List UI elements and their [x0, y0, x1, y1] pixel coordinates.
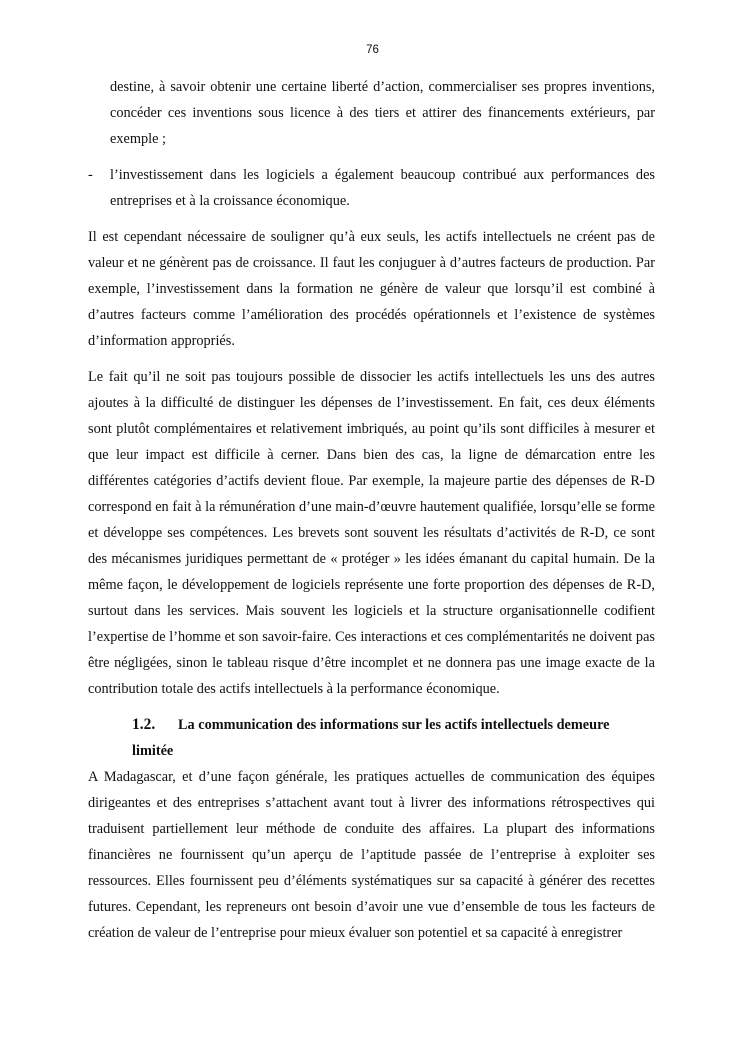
bullet-text: l’investissement dans les logiciels a également beaucoup contribué aux performances des entreprises et à la croissance économique.: [110, 167, 655, 209]
paragraph-1: Il est cependant nécessaire de souligner qu’à eux seuls, les actifs intellectuels ne créent pas de valeur et ne génèrent pas de croissance. Il faut les conjuguer à d’autres facteurs de production. Par exemple, l’investissement dans la formation ne génère de valeur que lorsqu’il est combiné à d’autres facteurs comme l’amélioration des procédés opérationnels et l’existence de systèmes d’information appropriés.: [88, 229, 655, 349]
paragraph-3: A Madagascar, et d’une façon générale, les pratiques actuelles de communication des équipes dirigeantes et des entreprises s’attachent avant tout à livrer des informations rétrospectives qui traduisent partiellement leur méthode de conduite des affaires. La plupart des informations financières ne fournissent qu’un aperçu de l’aptitude passée de l’entreprise à exploiter ses ressources. Elles fournissent peu d’éléments systématiques sur sa capacité à générer des recettes futures. Cependant, les repreneurs ont besoin d’avoir une vue d’ensemble de tous les facteurs de création de valeur de l’entreprise pour mieux évaluer son potentiel et sa capacité à enregistrer: [88, 769, 655, 941]
section-number: 1.2.: [132, 716, 156, 733]
section-title-line2: limitée: [132, 743, 174, 759]
list-item-continuation: destine, à savoir obtenir une certaine liberté d’action, commercialiser ses propres inventions, concéder ces inventions sous licence à des tiers et attirer des financements extérieurs, par exemple ;: [110, 79, 655, 147]
section-title-line1: La communication des informations sur les actifs intellectuels demeure: [178, 717, 610, 733]
section-heading: [88, 712, 655, 738]
document-body: [88, 74, 655, 956]
paragraph-2: Le fait qu’il ne soit pas toujours possible de dissocier les actifs intellectuels les uns des autres ajoutes à la difficulté de distinguer les dépenses de l’investissement. En fait, ces deux éléments sont plutôt complémentaires et relativement imbriqués, au point qu’ils sont difficiles à mesurer et que leur impact est difficile à cerner. Dans bien des cas, la ligne de démarcation entre les différentes catégories d’actifs devient floue. Par exemple, la majeure partie des dépenses de R-D correspond en fait à la rémunération d’une main-d’œuvre hautement qualifiée, lorsqu’elle se forme et développe ses compétences. Les brevets sont souvent les résultats d’activités de R-D, ce sont des mécanismes juridiques permettant de « protéger » les idées émanant du capital humain. De la même façon, le développement de logiciels représente une forte proportion des dépenses de R-D, surtout dans les services. Mais souvent les logiciels et la structure organisationnelle codifient l’expertise de l’homme et son savoir-faire. Ces interactions et ces complémentarités ne doivent pas être négligées, sinon le tableau risque d’être incomplet et ne donnera pas une image exacte de la contribution totale des actifs intellectuels à la performance économique.: [88, 369, 655, 697]
bullet-marker: -: [88, 167, 93, 183]
page-number: 76: [366, 44, 379, 56]
list-item-bullet: [88, 162, 655, 214]
